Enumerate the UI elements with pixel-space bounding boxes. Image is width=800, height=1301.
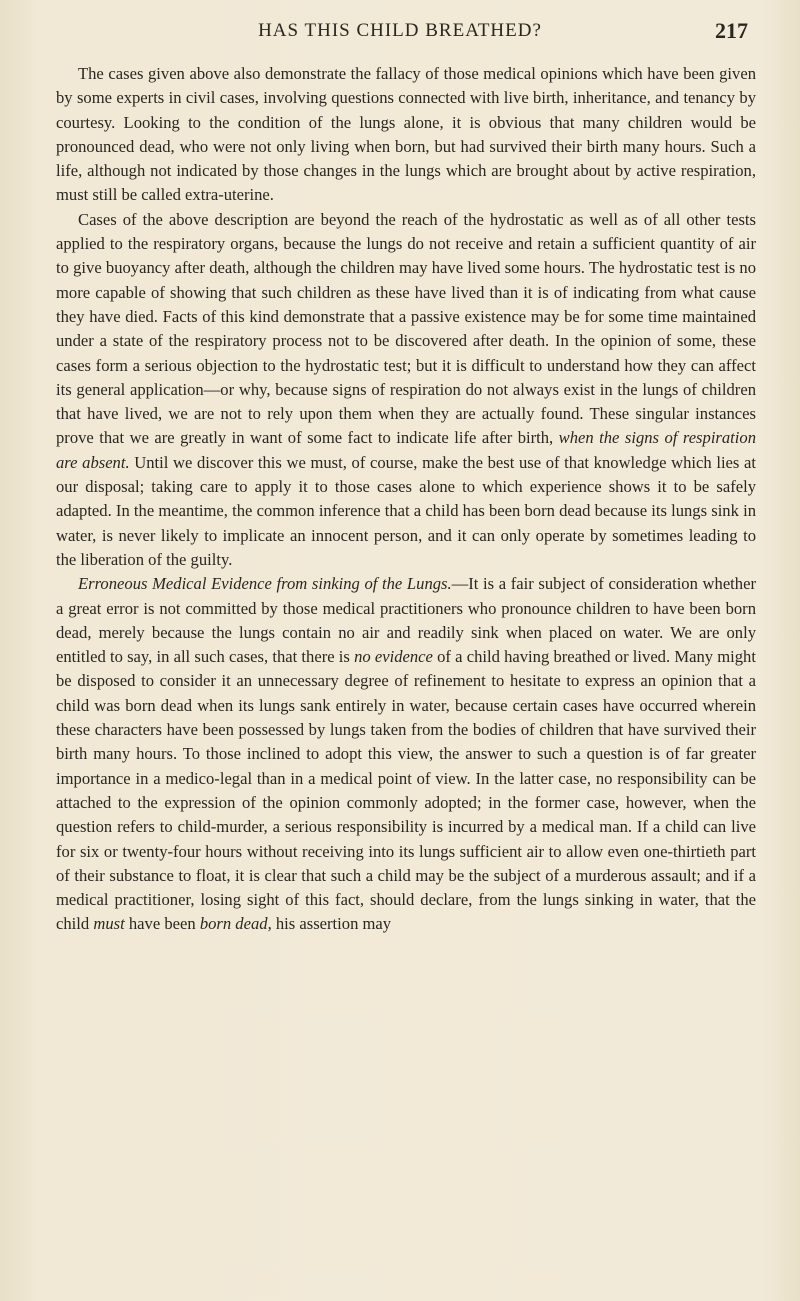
paragraph-1: The cases given above also demonstrate the fallacy of those medical opinions which have been given by some experts in civil cases, involving questions connected with live birth, inheritance, and tenancy by courtesy. Looking to the condition of the lungs alone, it is obvious that many children would be pronounced dead, who were not only living when born, but had survived their birth many hours. Such a life, although not indicated by those changes in the lungs which are brought about by active respiration, must still be called extra-uterine.	[56, 64, 756, 205]
running-head: HAS THIS CHILD BREATHED?	[258, 20, 542, 41]
paragraph-3-emphasis-1: no evidence	[354, 647, 433, 667]
body-text	[56, 62, 756, 937]
paragraph-2-emphasis: when the signs of respiration are absent.	[56, 428, 756, 472]
paragraph-3-emphasis-3: born dead,	[199, 914, 272, 934]
paragraph-2-text-b: Until we discover this we must, of course, make the best use of that knowledge which lies at our disposal; taking care to apply it to those cases alone to which experience shows it to be safely adapted. In the meantime, the common inference that a child has been born dead because its lungs sink in water, is never likely to implicate an innocent person, and it can only operate by sometimes leading to the liberation of the guilty.	[56, 452, 756, 569]
paragraph-3-text-a: —It is a fair subject of consideration whether a great error is not committed by those medical practitioners who pronounce children to have been born dead, merely because the lungs contain no air and readily sink when placed on water. We are only entitled to say, in all such cases, that there is	[56, 574, 756, 667]
section-heading: Erroneous Medical Evidence from sinking of the Lungs.	[78, 574, 452, 594]
paragraph-3-text-c: have been	[128, 914, 196, 934]
page-number: 217	[715, 18, 748, 43]
paragraph-2	[56, 208, 756, 572]
paragraph-3-emphasis-2: must	[93, 914, 125, 934]
paragraph-3-text-d: his assertion may	[275, 914, 392, 934]
page-header	[0, 18, 800, 46]
paragraph-2-text-a: Cases of the above description are beyond the reach of the hydrostatic as well as of all other tests applied to the respiratory organs, because the lungs do not receive and retain a sufficient quantity of air to give buoyancy after death, although the children may have lived some hours. The hydrostatic test is no more capable of showing that such children as these have lived than it is of indicating from what cause they have died. Facts of this kind demonstrate that a passive existence may be for some time maintained under a state of the respiratory process not to be discovered after death. In the opinion of some, these cases form a serious objection to the hydrostatic test; but it is difficult to understand how they can affect its general application—or why, because signs of respiration do not always exist in the lungs of children that have lived, we are not to rely upon them when they are actually found. These singular instances prove that we are greatly in want of some fact to indicate life after birth,	[56, 209, 756, 448]
paragraph-3	[56, 572, 756, 936]
paragraph-3-text-b: of a child having breathed or lived. Many might be disposed to consider it an unnecessary degree of refinement to hesitate to express an opinion that a child was born dead when its lungs sank entirely in water, because certain cases have occurred wherein these characters have been possessed by lungs taken from the bodies of children that have survived their birth many hours. To those inclined to adopt this view, the answer to such a question is of far greater importance in a medico-legal than in a medical point of view. In the latter case, no responsibility can be attached to the expression of the opinion commonly adopted; in the former case, however, when the question refers to child-murder, a serious responsibility is incurred by a medical man. If a child can live for six or twenty-four hours without receiving into its lungs sufficient air to allow even one-thirtieth part of their substance to float, it is clear that such a child may be the subject of a murderous assault; and if a medical practitioner, losing sight of this fact, should declare, from the lungs sinking in water, that the child	[56, 647, 756, 934]
